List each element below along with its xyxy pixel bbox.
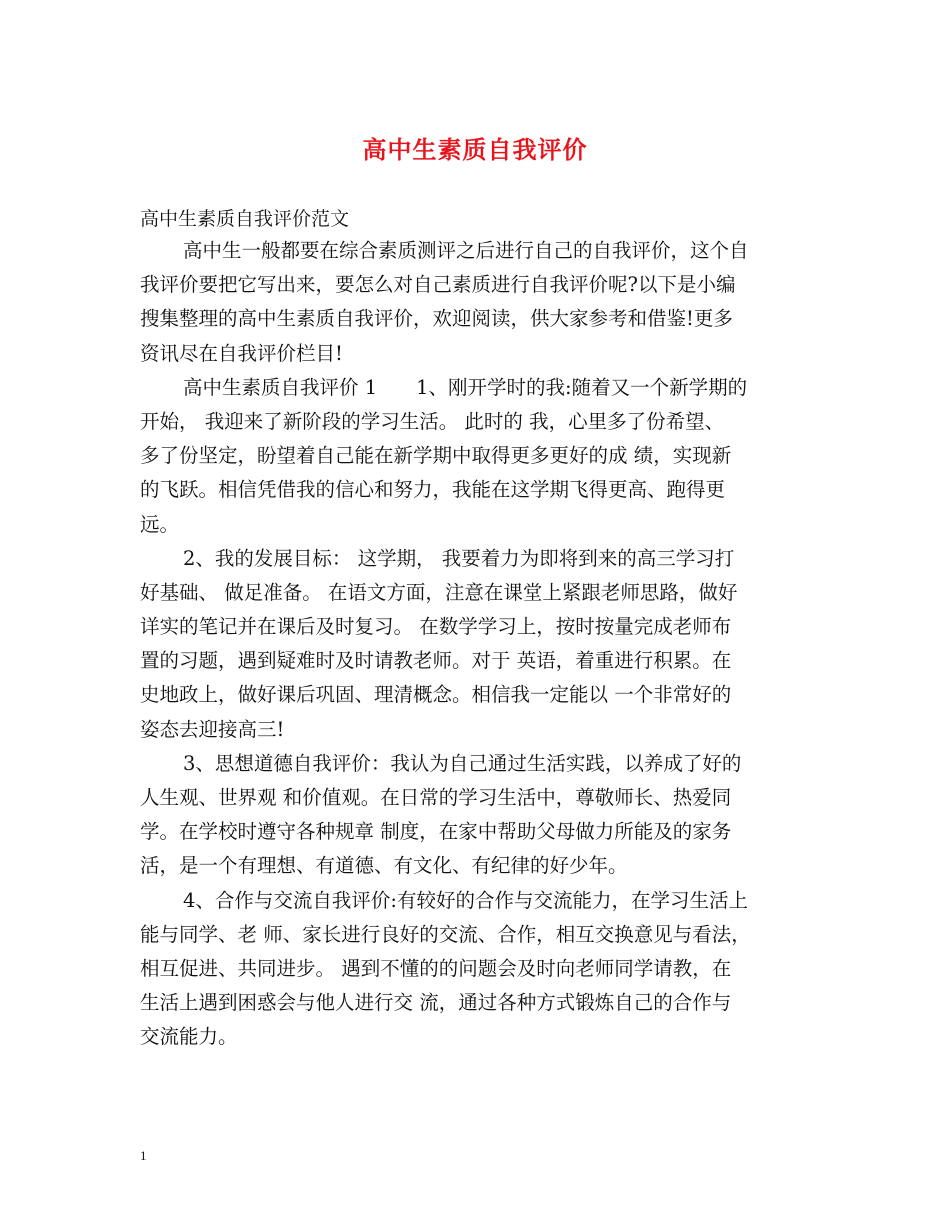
body-line: 高中生素质自我评价 1 1、刚开学时的我:随着又一个新学期的	[183, 375, 748, 399]
body-line: 置的习题，遇到疑难时及时请教老师。对于 英语，着重进行积累。在	[140, 649, 732, 673]
body-line: 详实的笔记并在课后及时复习。 在数学学习上，按时按量完成老师布	[140, 615, 732, 639]
body-line: 生活上遇到困惑会与他人进行交 流，通过各种方式锻炼自己的合作与	[140, 991, 732, 1015]
body-line: 学。在学校时遵守各种规章 制度，在家中帮助父母做力所能及的家务	[140, 820, 732, 844]
document-body	[140, 234, 812, 1055]
page-number: 1	[140, 1148, 147, 1163]
body-line: 开始， 我迎来了新阶段的学习生活。 此时的 我，心里多了份希望、	[140, 409, 725, 433]
body-line: 姿态去迎接高三!	[140, 717, 285, 741]
body-line: 好基础、 做足准备。 在语文方面，注意在课堂上紧跟老师思路，做好	[140, 580, 738, 604]
body-line: 的飞跃。相信凭借我的信心和努力，我能在这学期飞得更高、跑得更	[140, 478, 726, 502]
body-line: 3、思想道德自我评价：我认为自己通过生活实践，以养成了好的	[183, 751, 742, 775]
body-line: 史地政上，做好课后巩固、理清概念。相信我一定能以 一个非常好的	[140, 683, 732, 707]
body-line: 2、我的发展目标： 这学期， 我要着力为即将到来的高三学习打	[183, 546, 735, 570]
body-line: 4、合作与交流自我评价:有较好的合作与交流能力，在学习生活上	[183, 888, 748, 912]
body-line: 资讯尽在自我评价栏目!	[140, 341, 343, 365]
body-line: 多了份坚定，盼望着自己能在新学期中取得更多更好的成 绩，实现新	[140, 444, 732, 468]
body-line: 我评价要把它写出来，要怎么对自己素质进行自我评价呢?以下是小编	[140, 273, 736, 297]
body-line: 远。	[140, 512, 180, 536]
body-line: 人生观、世界观 和价值观。在日常的学习生活中，尊敬师长、热爱同	[140, 786, 732, 809]
body-line: 能与同学、老 师、家长进行良好的交流、合作，相互交换意见与看法，	[140, 922, 751, 946]
body-line: 活，是一个有理想、有道德、有文化、有纪律的好少年。	[140, 854, 628, 878]
body-line: 搜集整理的高中生素质自我评价，欢迎阅读，供大家参考和借鉴!更多	[140, 307, 733, 331]
body-line: 高中生一般都要在综合素质测评之后进行自己的自我评价，这个自	[183, 239, 749, 262]
body-line: 交流能力。	[140, 1025, 238, 1049]
body-line: 相互促进、共同进步。 遇到不懂的的问题会及时向老师同学请教，在	[140, 956, 732, 980]
document-title: 高中生素质自我评价	[362, 135, 588, 164]
document-subtitle: 高中生素质自我评价范文	[140, 208, 350, 230]
